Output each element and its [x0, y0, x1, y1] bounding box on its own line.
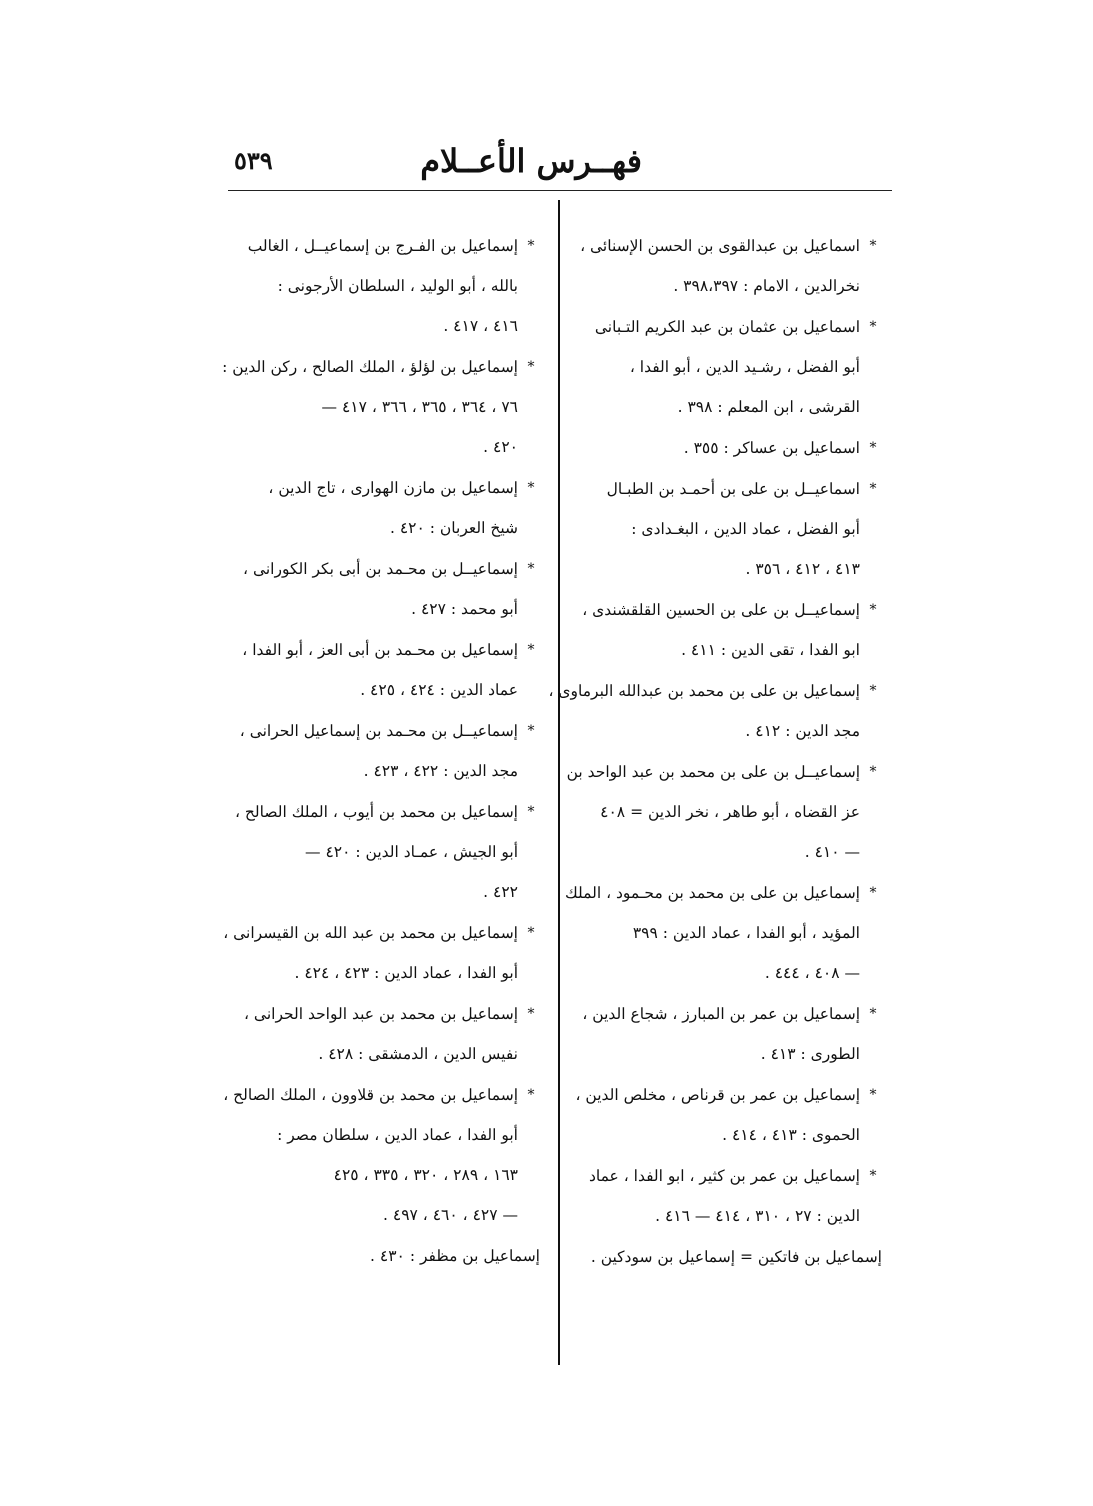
- asterisk-icon: *: [869, 238, 877, 254]
- index-entry: [582, 994, 882, 1074]
- entry-line: مجد الدين : ٤٢٢ ، ٤٢٣ .: [363, 762, 518, 780]
- entry-line: إسماعيل بن محمد بن عبد الله بن القيسرانى ،: [223, 924, 518, 942]
- header-rule: [228, 190, 892, 191]
- asterisk-icon: *: [527, 642, 535, 658]
- entry-line: ٧٦ ، ٣٦٤ ، ٣٦٥ ، ٣٦٦ ، ٤١٧ —: [321, 398, 518, 416]
- index-entry: [223, 1075, 540, 1235]
- entry-line: ابو الفدا ، تقى الدين : ٤١١ .: [681, 641, 860, 659]
- index-entry: [582, 469, 882, 589]
- entry-line: اسماعيل بن عثمان بن عبد الكريم التـبانى: [594, 318, 860, 336]
- asterisk-icon: *: [869, 683, 877, 699]
- asterisk-icon: *: [869, 1006, 877, 1022]
- entry-line: عماد الدين : ٤٢٤ ، ٤٢٥ .: [360, 681, 518, 699]
- entry-line: أبو محمد : ٤٢٧ .: [411, 600, 518, 618]
- entry-line: المؤيد ، أبو الفدا ، عماد الدين : ٣٩٩: [632, 924, 860, 942]
- index-entry: [223, 913, 540, 993]
- asterisk-icon: *: [527, 804, 535, 820]
- entry-line: نخرالدين ، الامام : ٣٩٨،٣٩٧ .: [673, 277, 860, 295]
- entry-line: إسماعيل بن فاتكين = إسماعيل بن سودكين .: [590, 1248, 882, 1266]
- asterisk-icon: *: [527, 925, 535, 941]
- entry-line: إسماعيل بن محمد بن عبد الواحد الحرانى ،: [243, 1005, 518, 1023]
- entry-line: اسماعيــل بن على بن أحمـد بن الطبـال: [606, 480, 860, 498]
- index-entry: [548, 671, 882, 751]
- entry-line: إسماعيل بن عمر بن المبارز ، شجاع الدين ،: [582, 1005, 860, 1023]
- index-entry: [230, 226, 540, 346]
- asterisk-icon: *: [527, 359, 535, 375]
- entry-line: إسماعيل بن محـمد بن أبى العز ، أبو الفدا ،: [242, 641, 518, 659]
- asterisk-icon: *: [869, 481, 877, 497]
- entry-line: أبو الفضل ، عماد الدين ، البغـدادى :: [631, 520, 860, 538]
- entry-line: إسماعيل بن محمد بن أيوب ، الملك الصالح ،: [234, 803, 518, 821]
- asterisk-icon: *: [869, 319, 877, 335]
- asterisk-icon: *: [527, 238, 535, 254]
- index-entry: [230, 468, 540, 548]
- index-entry: [230, 711, 540, 791]
- index-entry: [222, 347, 540, 467]
- entry-line: إسماعيل بن الفـرج بن إسماعيــل ، الغالب: [247, 237, 518, 255]
- index-entry: [582, 1237, 882, 1277]
- index-entry: [575, 1075, 882, 1155]
- entry-line: أبو الجيش ، عمـاد الدين : ٤٢٠ —: [305, 843, 518, 861]
- entry-line: شيخ العربان : ٤٢٠ .: [390, 519, 518, 537]
- asterisk-icon: *: [869, 602, 877, 618]
- entry-line: إسماعيل بن محمد بن قلاوون ، الملك الصالح ،: [223, 1086, 518, 1104]
- asterisk-icon: *: [869, 440, 877, 456]
- entry-line: أبو الفدا ، عماد الدين : ٤٢٣ ، ٤٢٤ .: [294, 964, 518, 982]
- page-title: فهــرس الأعــلام: [420, 142, 642, 180]
- asterisk-icon: *: [527, 723, 535, 739]
- entry-line: مجد الدين : ٤١٢ .: [745, 722, 860, 740]
- entry-line: — ٤٠٨ ، ٤٤٤ .: [764, 964, 860, 982]
- asterisk-icon: *: [527, 1006, 535, 1022]
- index-entry: [582, 428, 882, 468]
- entry-line: إسماعيل بن لؤلؤ ، الملك الصالح ، ركن الدين :: [222, 358, 518, 376]
- entry-line: الدين : ٢٧ ، ٣١٠ ، ٤١٤ — ٤١٦ .: [655, 1207, 860, 1225]
- entry-line: إسماعيل بن عمر بن قرناص ، مخلص الدين ،: [575, 1086, 860, 1104]
- entry-line: إسماعيل بن مظفر : ٤٣٠ .: [370, 1247, 540, 1265]
- asterisk-icon: *: [527, 1087, 535, 1103]
- entry-line: اسماعيل بن عبدالقوى بن الحسن الإسنائى ،: [580, 237, 860, 255]
- index-entry: [230, 1236, 540, 1276]
- entry-line: إسماعيــل بن على بن محمد بن عبد الواحد بن: [566, 763, 860, 781]
- index-entry: [566, 752, 882, 872]
- entry-line: إسماعيــل بن على بن الحسين القلقشندى ،: [582, 601, 860, 619]
- entry-line: إسماعيل بن عمر بن كثير ، ابو الفدا ، عماد: [588, 1167, 860, 1185]
- entry-line: بالله ، أبو الوليد ، السلطان الأرجونى :: [277, 277, 518, 295]
- column-divider: [558, 200, 560, 1365]
- index-entry: [582, 307, 882, 427]
- asterisk-icon: *: [869, 885, 877, 901]
- asterisk-icon: *: [869, 1168, 877, 1184]
- entry-line: ١٦٣ ، ٢٨٩ ، ٣٢٠ ، ٣٣٥ ، ٤٢٥: [333, 1166, 518, 1184]
- index-column-left: [222, 226, 540, 1277]
- entry-line: أبو الفضل ، رشـيد الدين ، أبو الفدا ،: [629, 358, 860, 376]
- page-number: ٥٣٩: [234, 146, 273, 175]
- entry-line: القرشى ، ابن المعلم : ٣٩٨ .: [677, 398, 860, 416]
- entry-line: نفيس الدين ، الدمشقى : ٤٢٨ .: [318, 1045, 518, 1063]
- entry-line: ٤٢٢ .: [483, 883, 518, 901]
- index-entry: [230, 630, 540, 710]
- entry-line: — ٤٢٧ ، ٤٦٠ ، ٤٩٧ .: [383, 1206, 518, 1224]
- index-entry: [230, 549, 540, 629]
- entry-line: إسماعيــل بن محـمد بن أبى بكر الكورانى ،: [243, 560, 518, 578]
- entry-line: اسماعيل بن عساكر : ٣٥٥ .: [683, 439, 860, 457]
- asterisk-icon: *: [869, 1087, 877, 1103]
- entry-line: ٤١٦ ، ٤١٧ .: [443, 317, 518, 335]
- index-entry: [582, 590, 882, 670]
- entry-line: إسماعيل بن مازن الهوارى ، تاج الدين ،: [268, 479, 518, 497]
- entry-line: إسماعيل بن على بن محمد بن عبدالله البرماوى ،: [548, 682, 860, 700]
- entry-line: — ٤١٠ .: [804, 843, 860, 861]
- entry-line: عز القضاه ، أبو طاهر ، نخر الدين = ٤٠٨: [600, 803, 860, 821]
- entry-line: الحموى : ٤١٣ ، ٤١٤ .: [722, 1126, 860, 1144]
- asterisk-icon: *: [527, 480, 535, 496]
- index-entry: [230, 994, 540, 1074]
- index-entry: [582, 1156, 882, 1236]
- index-entry: [582, 226, 882, 306]
- entry-line: ٤١٣ ، ٤١٢ ، ٣٥٦ .: [745, 560, 860, 578]
- asterisk-icon: *: [869, 764, 877, 780]
- index-entry: [564, 873, 882, 993]
- entry-line: الطورى : ٤١٣ .: [760, 1045, 860, 1063]
- index-entry: [230, 792, 540, 912]
- asterisk-icon: *: [527, 561, 535, 577]
- entry-line: أبو الفدا ، عماد الدين ، سلطان مصر :: [277, 1126, 518, 1144]
- entry-line: إسماعيــل بن محـمد بن إسماعيل الحرانى ،: [239, 722, 518, 740]
- entry-line: ٤٢٠ .: [483, 438, 518, 456]
- index-column-right: [548, 226, 882, 1278]
- page-header: [230, 138, 892, 190]
- entry-line: إسماعيل بن على بن محمد بن محـمود ، الملك: [564, 884, 860, 902]
